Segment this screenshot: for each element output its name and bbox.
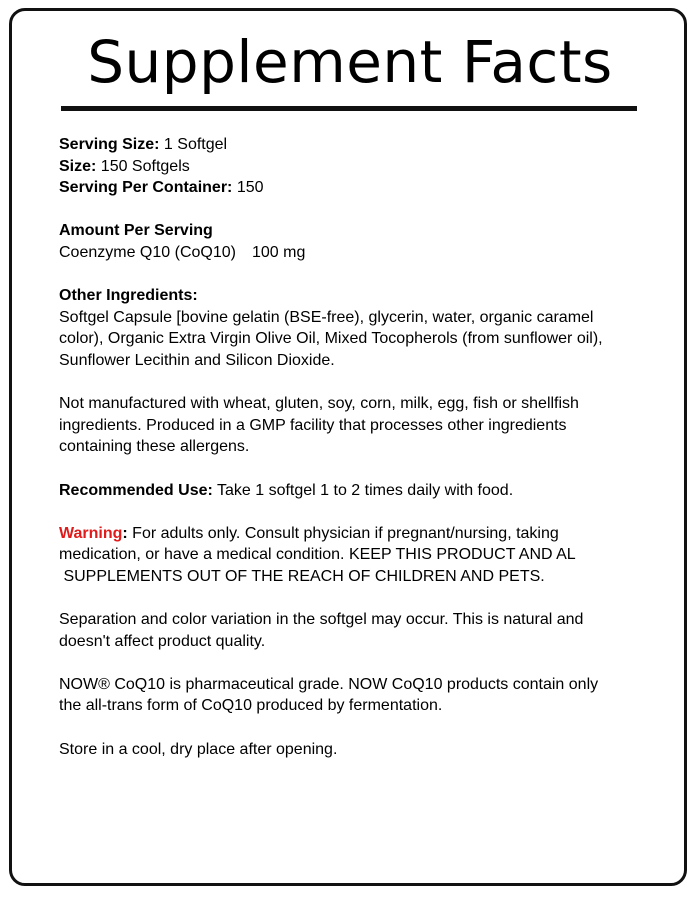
other-ingredients-line: Sunflower Lecithin and Silicon Dioxide. <box>59 351 335 369</box>
page-title: Supplement Facts <box>87 28 613 96</box>
size-label: Size: <box>59 157 97 175</box>
warning-line: SUPPLEMENTS OUT OF THE REACH OF CHILDREN AND PETS. <box>59 567 545 585</box>
warning-text: For adults only. Consult physician if pregnant/nursing, taking <box>127 524 559 542</box>
other-ingredients-line: color), Organic Extra Virgin Olive Oil, Mixed Tocopherols (from sunflower oil), <box>59 330 603 348</box>
allergen-line: containing these allergens. <box>59 438 250 456</box>
warning-label: Warning <box>59 524 123 542</box>
size-line <box>59 156 684 178</box>
recommended-use-text: Take 1 softgel 1 to 2 times daily with food. <box>212 481 514 499</box>
recommended-use-line <box>59 480 684 502</box>
ingredient-row <box>59 242 684 264</box>
allergen-line: ingredients. Produced in a GMP facility that processes other ingredients <box>59 416 567 434</box>
ingredient-amount: 100 mg <box>251 243 306 261</box>
warning-line: medication, or have a medical condition. KEEP THIS PRODUCT AND AL <box>59 546 576 564</box>
allergen-line: Not manufactured with wheat, gluten, soy, corn, milk, egg, fish or shellfish <box>59 395 579 413</box>
serving-size-value: 1 Softgel <box>159 136 228 153</box>
servings-per-container-line <box>59 177 684 199</box>
other-ingredients-heading: Other Ingredients: <box>59 287 198 305</box>
title-divider <box>61 106 637 111</box>
grade-line: NOW® CoQ10 is pharmaceutical grade. NOW CoQ10 products contain only <box>59 675 599 693</box>
size-value: 150 Softgels <box>96 157 190 175</box>
storage-line: Store in a cool, dry place after opening. <box>59 740 338 758</box>
separation-line: Separation and color variation in the softgel may occur. This is natural and <box>59 611 584 629</box>
other-ingredients-line: Softgel Capsule [bovine gelatin (BSE-free), glycerin, water, organic caramel <box>59 308 594 326</box>
servings-per-container-value: 150 <box>232 179 264 197</box>
recommended-use-label: Recommended Use: <box>59 481 213 499</box>
separation-line: doesn't affect product quality. <box>59 632 266 650</box>
servings-per-container-label: Serving Per Container: <box>59 179 233 197</box>
warning-line: Warning: For adults only. Consult physician if pregnant/nursing, taking <box>59 524 559 542</box>
serving-size-label: Serving Size: <box>59 136 160 153</box>
label-body <box>59 134 684 760</box>
ingredient-name: Coenzyme Q10 (CoQ10) <box>59 243 236 261</box>
serving-size-line <box>59 134 684 156</box>
amount-heading: Amount Per Serving <box>59 222 213 240</box>
grade-line: the all-trans form of CoQ10 produced by fermentation. <box>59 697 443 715</box>
